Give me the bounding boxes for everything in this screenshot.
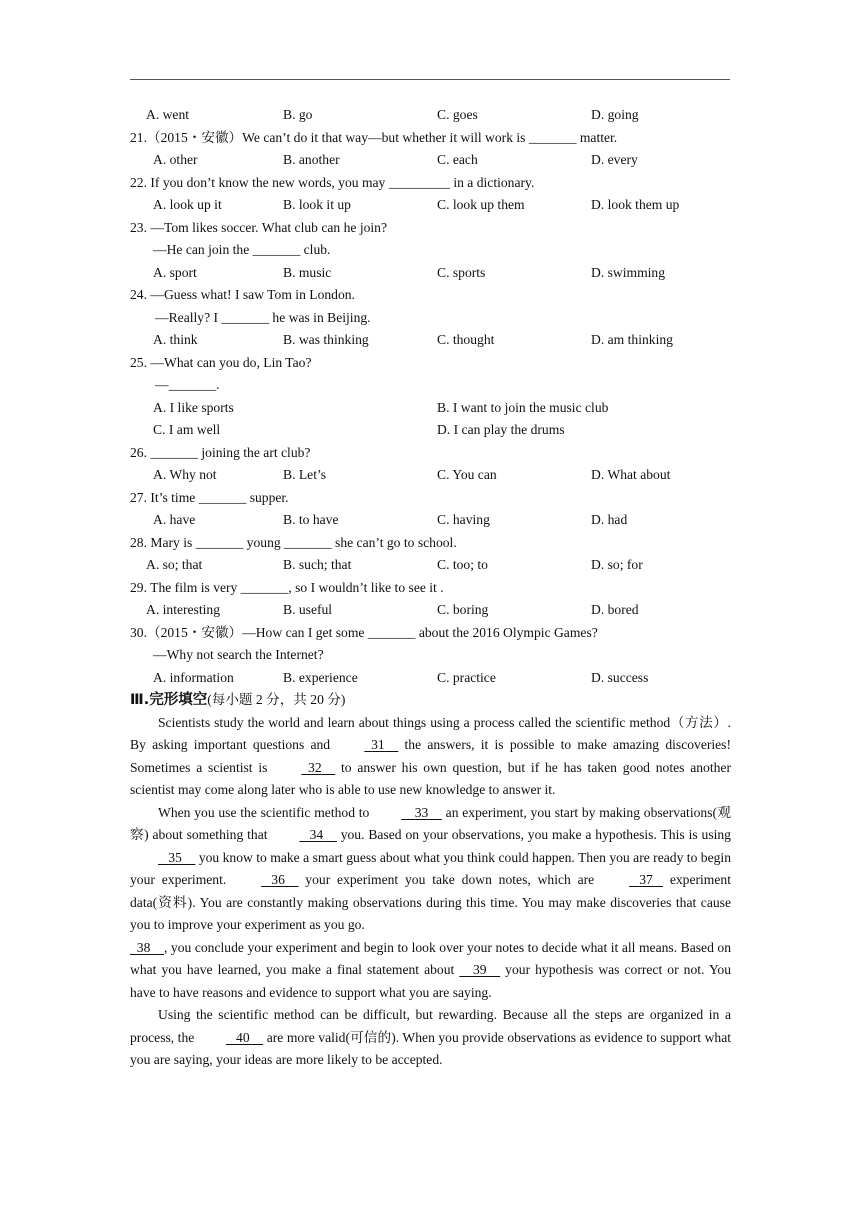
passage-text: you know to make a smart guess about what you think could happen. Then you are ready to begin your experiment.	[130, 849, 731, 887]
q26-stem: 26. _______ joining the art club?	[130, 444, 311, 460]
q21-stem: 21.（2015・安徽）We can’t do it that way—but whether it will work is _______ matter.	[130, 129, 618, 145]
passage-paragraph-3	[130, 937, 731, 1005]
blank-33[interactable]	[373, 802, 442, 825]
passage-paragraph-4	[130, 1004, 731, 1072]
passage-paragraph-1	[130, 712, 731, 802]
q23-option-d[interactable]: D. swimming	[591, 264, 666, 280]
passage-text: Using the scientific method can be difficult, but rewarding. Because all the steps are organized in a process, the	[130, 1007, 731, 1045]
q24-option-b[interactable]: B. was thinking	[283, 332, 369, 347]
q29-option-c[interactable]: C. boring	[437, 602, 489, 617]
q27-option-c[interactable]: C. having	[437, 512, 490, 527]
q25-stem: 25. —What can you do, Lin Tao?	[130, 354, 312, 370]
passage-text: you. Based on your observations, you make a hypothesis. This is using	[336, 827, 731, 842]
q25-option-d[interactable]: D. I can play the drums	[437, 422, 565, 437]
q21-option-b[interactable]: B. another	[283, 152, 340, 167]
q27-option-a[interactable]: A. have	[153, 512, 196, 527]
q28-options	[130, 554, 731, 577]
q23-option-a[interactable]: A. sport	[153, 264, 197, 280]
q24-options	[130, 329, 731, 352]
passage-text: an experiment, you start by making observations(观察) about something that	[130, 804, 731, 842]
q29-option-d[interactable]: D. bored	[591, 602, 639, 617]
q25-option-b[interactable]: B. I want to join the music club	[437, 399, 609, 415]
blank-number: 32	[308, 759, 322, 775]
cloze-passage	[130, 712, 731, 1072]
q22-option-a[interactable]: A. look up it	[153, 197, 222, 212]
passage-paragraph-2	[130, 802, 731, 937]
blank-number: 36	[271, 872, 285, 887]
q27-stem: 27. It’s time _______ supper.	[130, 489, 289, 505]
q22-option-b[interactable]: B. look it up	[283, 197, 351, 212]
q28-option-a[interactable]: A. so; that	[146, 557, 203, 572]
q30-option-b[interactable]: B. experience	[283, 669, 358, 685]
q25-options-row-1	[130, 397, 731, 420]
q26-option-b[interactable]: B. Let’s	[283, 467, 327, 482]
passage-text: When you use the scientific method to	[158, 804, 374, 820]
passage-text: to answer his own question, but if he has taken good notes another scientist may come along later who is able to use new knowledge to answer it.	[130, 759, 731, 797]
passage-text: are more valid(可信的). When you provide observations as evidence to support what you are saying, your ideas are more likely to be accepted.	[130, 1029, 732, 1067]
q20-option-b[interactable]: B. go	[283, 107, 313, 122]
q30-stem-2: —Why not search the Internet?	[153, 647, 324, 662]
q20-option-a[interactable]: A. went	[146, 107, 190, 122]
passage-text: Scientists study the world and learn about things using a process called the scientific method（方法）. By asking important questions and	[130, 714, 731, 752]
blank-number: 38	[136, 939, 151, 955]
q24-option-a[interactable]: A. think	[153, 332, 198, 347]
passage-text: experiment data(资料). You are constantly making observations during this time. You may make discoveries that cause you to improve your experiment as you go.	[130, 872, 731, 932]
header-rule	[130, 79, 730, 80]
q28-option-d[interactable]: D. so; for	[591, 557, 643, 572]
q20-option-c[interactable]: C. goes	[437, 107, 478, 122]
blank-number: 37	[639, 872, 653, 887]
blank-number: 39	[472, 962, 487, 977]
q29-option-a[interactable]: A. interesting	[146, 602, 220, 617]
q30-options	[130, 667, 731, 690]
q23-stem-2: —He can join the _______ club.	[153, 242, 331, 257]
q22-stem: 22. If you don’t know the new words, you may _________ in a dictionary.	[130, 174, 535, 190]
blank-39[interactable]	[459, 959, 500, 982]
blank-34[interactable]	[271, 824, 336, 847]
q29-stem: 29. The film is very _______, so I wouldn’t like to see it .	[130, 579, 444, 595]
blank-32[interactable]	[273, 757, 335, 780]
q27-option-d[interactable]: D. had	[591, 512, 628, 527]
q23-stem: 23. —Tom likes soccer. What club can he join?	[130, 219, 388, 235]
blank-number: 40	[236, 1029, 250, 1045]
q22-option-c[interactable]: C. look up them	[437, 197, 525, 212]
blank-40[interactable]	[198, 1027, 263, 1050]
q25-option-a[interactable]: A. I like sports	[153, 399, 234, 415]
q20-options	[130, 104, 731, 127]
q24-stem: 24. —Guess what! I saw Tom in London.	[130, 287, 355, 302]
section-3-title: Ⅲ.完形填空	[130, 692, 208, 708]
q28-option-c[interactable]: C. too; to	[437, 557, 488, 572]
q21-options	[130, 149, 731, 172]
q21-option-c[interactable]: C. each	[437, 152, 478, 167]
q21-option-d[interactable]: D. every	[591, 152, 638, 167]
blank-37[interactable]	[601, 869, 663, 892]
q26-option-a[interactable]: A. Why not	[153, 467, 217, 482]
q24-stem-2: —Really? I _______ he was in Beijing.	[155, 309, 371, 325]
q28-option-b[interactable]: B. such; that	[283, 557, 352, 572]
passage-text: , you conclude your experiment and begin to look over your notes to decide what it all means. Based on what you have learned, you make a final statement about	[130, 939, 731, 977]
blank-number: 33	[414, 804, 429, 820]
q28-stem: 28. Mary is _______ young _______ she can’t go to school.	[130, 534, 457, 550]
q21-option-a[interactable]: A. other	[153, 152, 198, 167]
q24-option-d[interactable]: D. am thinking	[591, 332, 673, 347]
q23-option-c[interactable]: C. sports	[437, 264, 486, 280]
blank-number: 34	[309, 827, 324, 842]
blank-31[interactable]	[336, 734, 398, 757]
q29-option-b[interactable]: B. useful	[283, 602, 333, 617]
blank-35[interactable]	[130, 847, 195, 870]
q29-options	[130, 599, 731, 622]
passage-text: your experiment you take down notes, which are	[298, 872, 602, 887]
q26-option-c[interactable]: C. You can	[437, 467, 497, 482]
blank-36[interactable]	[233, 869, 298, 892]
q30-option-d[interactable]: D. success	[591, 669, 649, 685]
q25-option-c[interactable]: C. I am well	[153, 422, 221, 437]
section-3-note: (每小题 2 分，共 20 分)	[207, 692, 346, 707]
q25-options-row-2	[130, 419, 731, 442]
q30-stem: 30.（2015・安徽）—How can I get some _______ about the 2016 Olympic Games?	[130, 624, 598, 640]
q24-option-c[interactable]: C. thought	[437, 332, 495, 347]
q26-option-d[interactable]: D. What about	[591, 467, 671, 482]
q26-options	[130, 464, 731, 487]
blank-number: 35	[168, 849, 182, 865]
passage-text: the answers, it is possible to make amazing discoveries! Sometimes a scientist is	[130, 737, 732, 775]
section-3-header	[130, 689, 731, 712]
q23-option-b[interactable]: B. music	[283, 264, 332, 280]
q27-options	[130, 509, 731, 532]
q20-option-d[interactable]: D. going	[591, 107, 639, 122]
passage-text: your hypothesis was correct or not. You have to have reasons and evidence to support what you are saying.	[130, 962, 732, 1000]
blank-number: 31	[371, 737, 385, 752]
exam-page	[130, 104, 731, 1072]
q22-options	[130, 194, 731, 217]
q25-stem-2: —_______.	[155, 377, 220, 392]
blank-38[interactable]	[130, 937, 164, 960]
q30-option-a[interactable]: A. information	[153, 669, 234, 685]
q23-options	[130, 262, 731, 285]
q30-option-c[interactable]: C. practice	[437, 669, 496, 685]
q27-option-b[interactable]: B. to have	[283, 512, 339, 527]
q22-option-d[interactable]: D. look them up	[591, 197, 680, 212]
